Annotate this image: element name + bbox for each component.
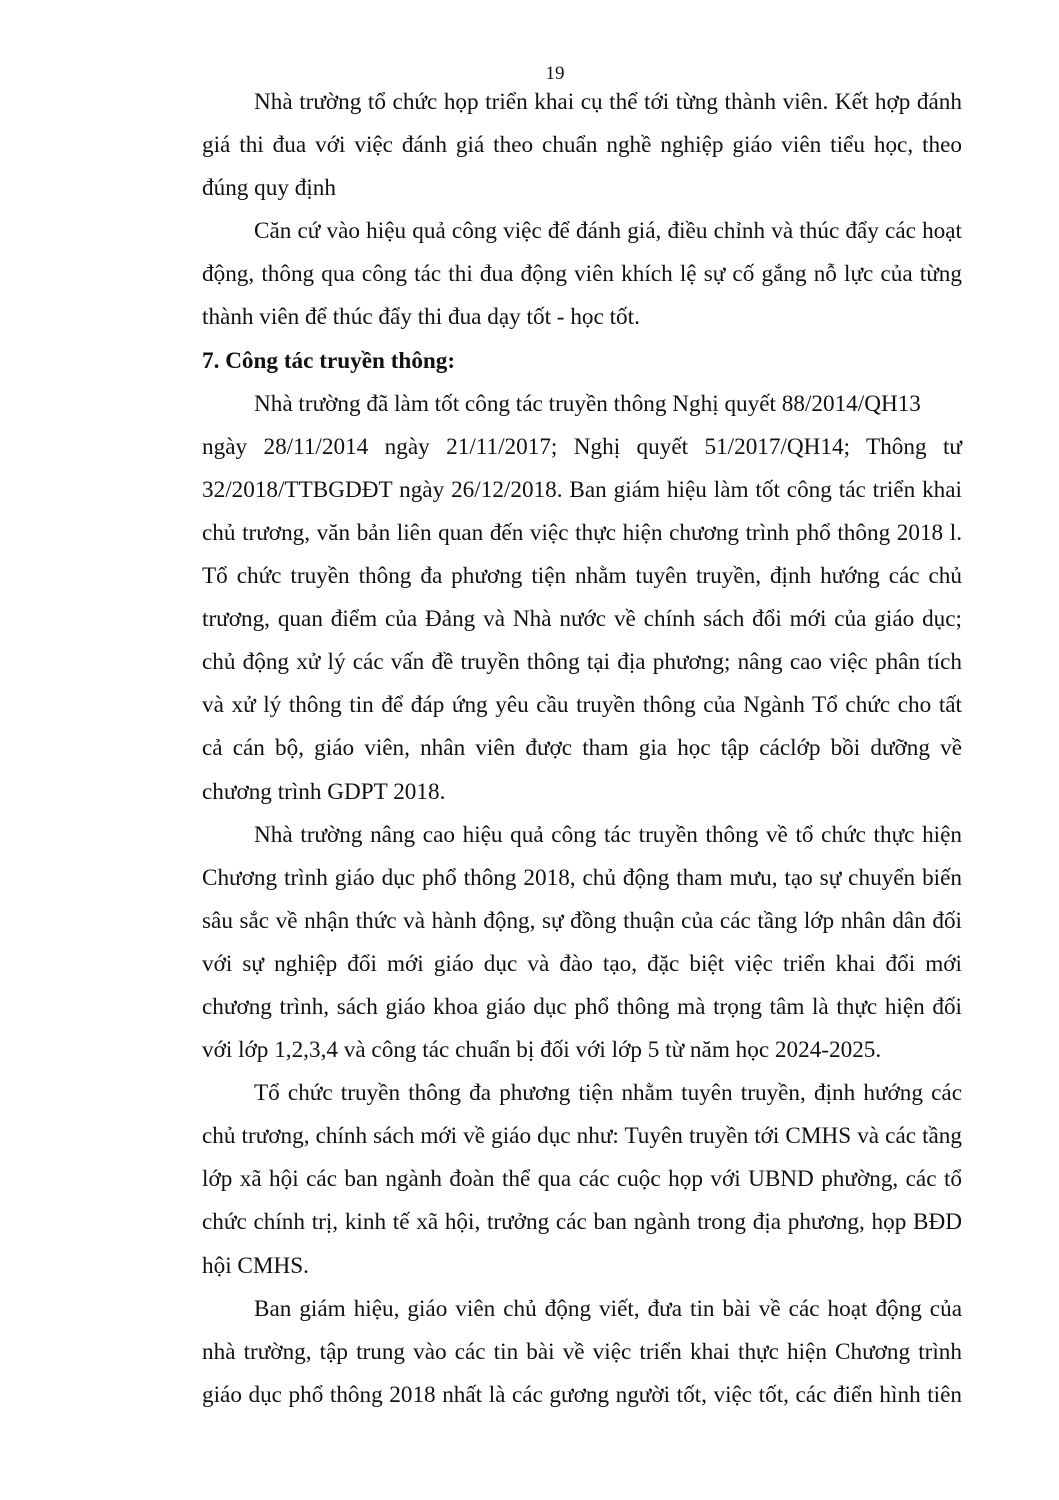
- paragraph-meeting: [150, 81, 962, 210]
- text-line: Nhà trường tổ chức họp triển khai cụ thể tới từng thành viên. Kết hợp đánh: [254, 89, 962, 115]
- text-line: thành viên để thúc đẩy thi đua dạy tốt - học tốt.: [202, 304, 640, 331]
- page-number: 19: [545, 63, 565, 84]
- paragraph-effectiveness: [150, 814, 962, 1073]
- paragraph-news: [150, 1288, 962, 1417]
- text-line: Tổ chức truyền thông đa phương tiện nhằm tuyên truyền, định hướng các: [254, 1080, 962, 1107]
- text-line: Nhà trường nâng cao hiệu quả công tác truyền thông về tổ chức thực hiện: [254, 821, 962, 848]
- text-line: giá thi đua với việc đánh giá theo chuẩn nghề nghiệp giáo viên tiểu học, theo: [202, 132, 962, 159]
- text-line: giáo dục phổ thông 2018 nhất là các gương người tốt, việc tốt, các điển hình tiên: [202, 1381, 962, 1408]
- paragraph-multimedia: [150, 1072, 962, 1287]
- text-line: chương trình GDPT 2018.: [202, 778, 446, 805]
- section-heading: 7. Công tác truyền thông:: [202, 347, 456, 374]
- text-line: 32/2018/TTBGDĐT ngày 26/12/2018. Ban giám hiệu làm tốt công tác triển khai: [202, 476, 962, 503]
- text-line: Tổ chức truyền thông đa phương tiện nhằm tuyên truyền, định hướng các chủ: [202, 563, 962, 590]
- text-line: đúng quy định: [202, 175, 336, 202]
- text-line: Căn cứ vào hiệu quả công việc để đánh giá, điều chỉnh và thúc đẩy các hoạt: [254, 218, 962, 245]
- text-line: cả cán bộ, giáo viên, nhân viên được tham gia học tập cáclớp bồi dưỡng về: [202, 735, 962, 762]
- document-body: [150, 81, 962, 1417]
- text-line: Chương trình giáo dục phổ thông 2018, chủ động tham mưu, tạo sự chuyển biến: [202, 864, 962, 891]
- paragraph-evaluation: [150, 210, 962, 339]
- text-line: Nhà trường đã làm tốt công tác truyền thông Nghị quyết 88/2014/QH13: [254, 390, 921, 417]
- text-line: Ban giám hiệu, giáo viên chủ động viết, đưa tin bài về các hoạt động của: [254, 1295, 962, 1322]
- text-line: với lớp 1,2,3,4 và công tác chuẩn bị đối với lớp 5 từ năm học 2024-2025.: [202, 1037, 882, 1064]
- text-line: động, thông qua công tác thi đua động viên khích lệ sự cố gắng nỗ lực của từng: [202, 261, 962, 288]
- text-line: lớp xã hội các ban ngành đoàn thể qua các cuộc họp với UBND phường, các tổ: [202, 1166, 962, 1193]
- paragraph-resolutions: [150, 383, 962, 814]
- text-line: chủ động xử lý các vấn đề truyền thông tại địa phương; nâng cao việc phân tích: [202, 649, 962, 676]
- text-line: chủ trương, văn bản liên quan đến việc thực hiện chương trình phổ thông 2018 l.: [202, 519, 962, 546]
- text-line: và xử lý thông tin để đáp ứng yêu cầu truyền thông của Ngành Tổ chức cho tất: [202, 692, 962, 719]
- text-line: chủ trương, chính sách mới về giáo dục như: Tuyên truyền tới CMHS và các tầng: [202, 1123, 962, 1150]
- text-line: hội CMHS.: [202, 1252, 309, 1279]
- text-line: ngày 28/11/2014 ngày 21/11/2017; Nghị quyết 51/2017/QH14; Thông tư: [202, 433, 962, 460]
- text-line: chương trình, sách giáo khoa giáo dục phổ thông mà trọng tâm là thực hiện đối: [202, 993, 962, 1020]
- text-line: nhà trường, tập trung vào các tin bài về việc triển khai thực hiện Chương trình: [202, 1338, 962, 1365]
- text-line: trương, quan điểm của Đảng và Nhà nước về chính sách đổi mới của giáo dục;: [202, 606, 962, 633]
- text-line: sâu sắc về nhận thức và hành động, sự đồng thuận của các tầng lớp nhân dân đối: [202, 907, 962, 934]
- text-line: chức chính trị, kinh tế xã hội, trưởng các ban ngành trong địa phương, họp BĐD: [202, 1209, 962, 1236]
- text-line: với sự nghiệp đổi mới giáo dục và đào tạo, đặc biệt việc triển khai đổi mới: [202, 950, 962, 977]
